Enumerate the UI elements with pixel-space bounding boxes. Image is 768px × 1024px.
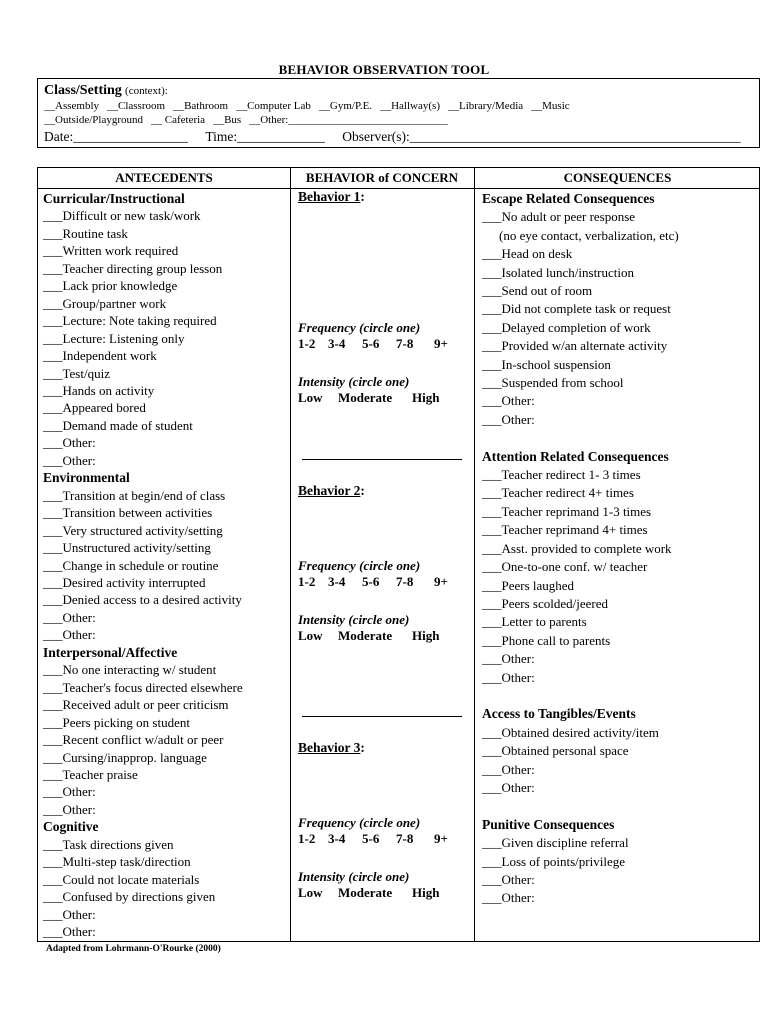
frequency-option[interactable]: 9+	[434, 336, 448, 351]
intensity-options[interactable]	[298, 885, 452, 901]
observation-table	[37, 167, 760, 942]
frequency-option[interactable]: 3-4	[328, 336, 346, 351]
section-gap	[482, 429, 759, 447]
setting-option[interactable]: __Other:_____________________________	[249, 114, 448, 126]
section-gap	[482, 797, 759, 815]
antecedent-item[interactable]: ___Other:	[43, 435, 96, 451]
frequency-option[interactable]: 7-8	[396, 831, 414, 846]
frequency-options[interactable]	[298, 336, 454, 352]
consequence-item[interactable]: ___Phone call to parents	[482, 632, 611, 648]
antecedent-item[interactable]: ___Very structured activity/setting	[43, 522, 223, 538]
consequence-item[interactable]: ___Head on desk	[482, 246, 573, 262]
behavior-separator	[302, 716, 462, 717]
setting-option[interactable]: __Hallway(s)	[380, 100, 440, 112]
observer-field[interactable]: Observer(s):_________________________________________________	[342, 129, 741, 144]
antecedent-item[interactable]: ___Other:	[43, 924, 96, 940]
antecedent-item[interactable]: ___Peers picking on student	[43, 714, 190, 730]
intensity-option[interactable]: Moderate	[338, 885, 393, 900]
frequency-option[interactable]: 1-2	[298, 574, 316, 589]
intensity-option[interactable]: High	[412, 885, 440, 900]
consequence-item[interactable]: ___One-to-one conf. w/ teacher	[482, 559, 648, 575]
frequency-options[interactable]	[298, 831, 454, 847]
antecedent-item[interactable]: ___Cursing/inapprop. language	[43, 749, 207, 765]
class-setting-label: Class/Setting	[44, 83, 122, 98]
consequence-item[interactable]: ___Given discipline referral	[482, 835, 629, 851]
setting-option[interactable]: __Bathroom	[173, 100, 229, 112]
column-divider	[474, 168, 475, 941]
behavior-header: BEHAVIOR of CONCERN	[305, 170, 459, 185]
section-gap	[482, 687, 759, 705]
behavior-separator	[302, 459, 462, 460]
antecedent-item[interactable]: ___Lecture: Listening only	[43, 330, 185, 346]
consequence-item[interactable]: ___Other:	[482, 669, 535, 685]
consequence-item[interactable]: ___Provided w/an alternate activity	[482, 338, 668, 354]
antecedent-item[interactable]: ___Other:	[43, 609, 96, 625]
setting-option[interactable]: __Assembly	[44, 100, 99, 112]
frequency-option[interactable]: 9+	[434, 831, 448, 846]
antecedent-item[interactable]: ___Test/quiz	[43, 365, 110, 381]
consequences-header: CONSEQUENCES	[563, 170, 672, 185]
consequence-item[interactable]: ___Teacher reprimand 4+ times	[482, 522, 648, 538]
form-title: BEHAVIOR OBSERVATION TOOL	[278, 62, 490, 77]
behavior-2-intensity: Intensity (circle one) Low Moderate High	[298, 612, 452, 644]
behavior-3-frequency: Frequency (circle one) 1-2 3-4 5-6 7-8 9+	[298, 815, 454, 847]
antecedents-header: ANTECEDENTS	[115, 170, 213, 185]
setting-option[interactable]: __Computer Lab	[236, 100, 311, 112]
consequence-item[interactable]: ___Other:	[482, 890, 535, 906]
antecedent-item[interactable]: ___Independent work	[43, 348, 157, 364]
setting-option[interactable]: __Music	[531, 100, 570, 112]
consequence-item[interactable]: ___Other:	[482, 393, 535, 409]
frequency-option[interactable]: 3-4	[328, 574, 346, 589]
antecedent-item[interactable]: ___Denied access to a desired activity	[43, 592, 242, 608]
frequency-option[interactable]: 7-8	[396, 574, 414, 589]
frequency-option[interactable]: 5-6	[362, 831, 380, 846]
antecedent-item[interactable]: ___Task directions given	[43, 836, 174, 852]
antecedent-item[interactable]: ___Transition at begin/end of class	[43, 487, 226, 503]
antecedent-item[interactable]: ___Recent conflict w/adult or peer	[43, 732, 224, 748]
antecedent-item[interactable]: ___Lack prior knowledge	[43, 278, 178, 294]
frequency-option[interactable]: 1-2	[298, 336, 316, 351]
antecedent-item[interactable]: ___Other:	[43, 801, 96, 817]
antecedent-item[interactable]: ___Received adult or peer criticism	[43, 697, 229, 713]
antecedent-item[interactable]: ___Other:	[43, 452, 96, 468]
date-field[interactable]: Date:_________________	[44, 129, 188, 144]
consequence-item[interactable]: ___Other:	[482, 761, 535, 777]
frequency-option[interactable]: 7-8	[396, 336, 414, 351]
antecedent-item[interactable]: ___Transition between activities	[43, 505, 213, 521]
antecedents-column	[43, 190, 288, 940]
consequence-item[interactable]: ___In-school suspension	[482, 356, 611, 372]
behavior-3-title: Behavior 3:	[298, 740, 365, 755]
frequency-option[interactable]: 5-6	[362, 574, 380, 589]
antecedent-item[interactable]: ___Hands on activity	[43, 382, 155, 398]
antecedent-item[interactable]: ___Other:	[43, 784, 96, 800]
consequence-section-title: Access to Tangibles/Events	[482, 706, 636, 722]
consequence-item[interactable]: ___Did not complete task or request	[482, 301, 671, 317]
setting-option[interactable]: __Bus	[213, 114, 242, 126]
setting-option[interactable]: __Outside/Playground	[44, 114, 143, 126]
antecedent-item[interactable]: ___Group/partner work	[43, 295, 167, 311]
context-box	[37, 78, 760, 148]
intensity-options[interactable]	[298, 390, 452, 406]
antecedent-section-title: Interpersonal/Affective	[43, 644, 178, 660]
consequence-item[interactable]: ___Delayed completion of work	[482, 319, 651, 335]
antecedent-item[interactable]: ___No one interacting w/ student	[43, 662, 217, 678]
consequence-item[interactable]: ___Peers laughed	[482, 577, 575, 593]
frequency-option[interactable]: 5-6	[362, 336, 380, 351]
antecedent-item[interactable]: ___Change in schedule or routine	[43, 557, 219, 573]
antecedent-section-title: Cognitive	[43, 819, 99, 835]
antecedent-section-title: Environmental	[43, 470, 130, 486]
consequence-item[interactable]: (no eye contact, verbalization, etc)	[499, 227, 679, 243]
antecedent-item[interactable]: ___Lecture: Note taking required	[43, 313, 217, 329]
antecedent-item[interactable]: ___Routine task	[43, 225, 128, 241]
consequence-section-title: Punitive Consequences	[482, 816, 615, 832]
consequence-item[interactable]: ___Other:	[482, 651, 535, 667]
setting-option[interactable]: __ Cafeteria	[151, 114, 206, 126]
antecedent-item[interactable]: ___Teacher directing group lesson	[43, 260, 223, 276]
date-time-observer-row	[44, 128, 753, 146]
consequence-section-title: Attention Related Consequences	[482, 448, 669, 464]
setting-option[interactable]: __Gym/P.E.	[318, 100, 373, 112]
intensity-option[interactable]: Moderate	[338, 628, 393, 643]
consequence-item[interactable]: ___Teacher redirect 4+ times	[482, 485, 634, 501]
antecedent-item[interactable]: ___Written work required	[43, 243, 179, 259]
antecedent-item[interactable]: ___Teacher praise	[43, 766, 138, 782]
antecedent-section-title: Curricular/Instructional	[43, 191, 185, 206]
consequence-item[interactable]: ___Suspended from school	[482, 375, 624, 391]
antecedent-item[interactable]: ___Teacher's focus directed elsewhere	[43, 679, 243, 695]
behavior-1-frequency: Frequency (circle one) 1-2 3-4 5-6 7-8 9+	[298, 320, 454, 352]
context-sublabel: (context):	[125, 85, 168, 97]
consequence-item[interactable]: ___Obtained desired activity/item	[482, 724, 659, 740]
setting-option[interactable]: __Library/Media	[447, 100, 524, 112]
source-credit: Adapted from Lohrmann-O'Rourke (2000)	[46, 944, 221, 954]
setting-options-row-1	[44, 99, 753, 113]
intensity-options[interactable]	[298, 628, 452, 644]
consequence-item[interactable]: ___Obtained personal space	[482, 743, 629, 759]
consequence-item[interactable]: ___No adult or peer response	[482, 209, 636, 225]
behavior-1-title: Behavior 1:	[298, 189, 365, 204]
time-field[interactable]: Time:_____________	[205, 129, 325, 144]
antecedent-item[interactable]: ___Unstructured activity/setting	[43, 540, 211, 556]
consequence-item[interactable]: ___Send out of room	[482, 283, 593, 299]
antecedent-item[interactable]: ___Difficult or new task/work	[43, 208, 201, 224]
intensity-option[interactable]: Low	[298, 885, 323, 900]
consequence-item[interactable]: ___Other:	[482, 871, 535, 887]
frequency-option[interactable]: 3-4	[328, 831, 346, 846]
intensity-option[interactable]: High	[412, 390, 440, 405]
behavior-1-intensity: Intensity (circle one) Low Moderate High	[298, 374, 452, 406]
context-heading	[44, 82, 753, 99]
consequence-section-title: Escape Related Consequences	[482, 191, 655, 206]
behavior-2-frequency: Frequency (circle one) 1-2 3-4 5-6 7-8 9+	[298, 558, 454, 590]
consequence-item[interactable]: ___Teacher reprimand 1-3 times	[482, 503, 652, 519]
consequence-item[interactable]: ___Other:	[482, 411, 535, 427]
consequence-item[interactable]: ___Asst. provided to complete work	[482, 540, 672, 556]
antecedent-item[interactable]: ___Multi-step task/direction	[43, 854, 191, 870]
consequence-item[interactable]: ___Letter to parents	[482, 614, 587, 630]
intensity-option[interactable]: Moderate	[338, 390, 393, 405]
antecedent-item[interactable]: ___Confused by directions given	[43, 889, 216, 905]
consequence-item[interactable]: ___Teacher redirect 1- 3 times	[482, 467, 641, 483]
intensity-option[interactable]: Low	[298, 390, 323, 405]
behavior-column	[290, 168, 474, 941]
antecedent-item[interactable]: ___Other:	[43, 627, 96, 643]
consequence-item[interactable]: ___Other:	[482, 779, 535, 795]
antecedent-item[interactable]: ___Demand made of student	[43, 417, 193, 433]
intensity-option[interactable]: Low	[298, 628, 323, 643]
behavior-2-title: Behavior 2:	[298, 483, 365, 498]
consequence-item[interactable]: ___Peers scolded/jeered	[482, 595, 608, 611]
frequency-option[interactable]: 9+	[434, 574, 448, 589]
antecedent-item[interactable]: ___Desired activity interrupted	[43, 574, 206, 590]
intensity-option[interactable]: High	[412, 628, 440, 643]
setting-option[interactable]: __Classroom	[107, 100, 166, 112]
antecedent-item[interactable]: ___Other:	[43, 906, 96, 922]
antecedent-item[interactable]: ___Could not locate materials	[43, 871, 200, 887]
consequence-item[interactable]: ___Loss of points/privilege	[482, 853, 625, 869]
frequency-option[interactable]: 1-2	[298, 831, 316, 846]
frequency-options[interactable]	[298, 574, 454, 590]
consequence-item[interactable]: ___Isolated lunch/instruction	[482, 264, 635, 280]
setting-options-row-2	[44, 113, 753, 127]
antecedent-item[interactable]: ___Appeared bored	[43, 400, 146, 416]
behavior-3-intensity: Intensity (circle one) Low Moderate High	[298, 869, 452, 901]
consequences-column	[482, 190, 759, 908]
